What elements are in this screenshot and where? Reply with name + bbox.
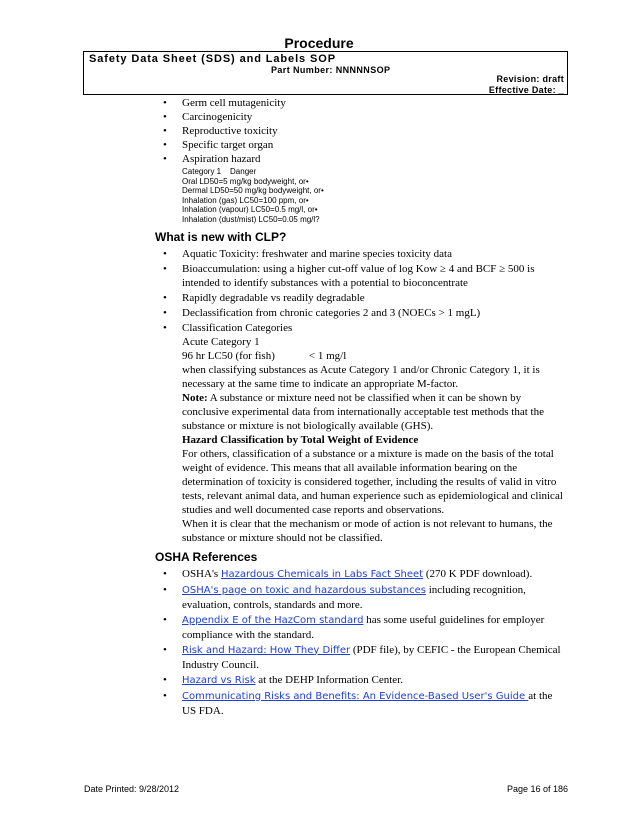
list-item: • Appendix E of the HazCom standard has some useful guidelines for employer compliance with the standard. xyxy=(163,613,545,641)
bullet-icon: • xyxy=(163,673,167,686)
bullet-icon: • xyxy=(163,689,167,702)
bullet-icon: • xyxy=(163,321,167,334)
list-item: • Rapidly degradable vs readily degradable xyxy=(163,291,365,304)
list-item: • Bioaccumulation: using a higher cut-off value of log Kow ≥ 4 and BCF ≥ 500 is intended to identify substances with a potential to bioconcentrate xyxy=(163,262,535,289)
weight-of-evidence-heading: Hazard Classification by Total Weight of Evidence xyxy=(182,433,419,446)
ld50-line: Dermal LD50=50 mg/kg bodyweight, or• xyxy=(182,186,324,196)
bullet-icon: • xyxy=(163,643,167,656)
human-relevance-text: When it is clear that the mechanism or mode of action is not relevant to humans, the substance or mixture should not be classified. xyxy=(182,517,553,544)
bullet-icon: • xyxy=(163,97,167,109)
list-item: • OSHA's page on toxic and hazardous substances including recognition, evaluation, controls, standards and more. xyxy=(163,583,526,611)
list-item: • Reproductive toxicity xyxy=(163,125,278,137)
note-paragraph: Note: A substance or mixture need not be classified when it can be shown by conclusive experimental data from internationally acceptable test methods that the substance or mixture is not biologically available (GHS). xyxy=(182,391,544,432)
list-item: • OSHA's Hazardous Chemicals in Labs Fact Sheet (270 K PDF download). xyxy=(163,567,533,580)
list-item: • Declassification from chronic categories 2 and 3 (NOECs > 1 mgL) xyxy=(163,306,481,319)
document-header-box xyxy=(83,51,568,95)
aspiration-hazard-details xyxy=(155,167,565,225)
osha-references-list xyxy=(155,567,565,718)
bullet-icon: • xyxy=(163,139,167,151)
ld50-line: Inhalation (vapour) LC50=0.5 mg/l, or• xyxy=(182,205,318,215)
communicating-risks-guide-link[interactable]: Communicating Risks and Benefits: An Evidence-Based User's Guide xyxy=(182,690,529,702)
list-item: • Hazard vs Risk at the DEHP Information Center. xyxy=(163,673,403,686)
effective-date-label: Effective Date: _ xyxy=(488,85,564,95)
ld50-line: Inhalation (dust/mist) LC50=0.05 mg/l? xyxy=(182,214,320,224)
sop-title: Safety Data Sheet (SDS) and Labels SOP xyxy=(89,53,336,65)
list-item: • Risk and Hazard: How They Differ (PDF file), by CEFIC - the European Chemical Industry Council. xyxy=(163,643,561,671)
list-item: • Germ cell mutagenicity xyxy=(163,97,286,109)
date-printed: Date Printed: 9/28/2012 xyxy=(84,784,180,794)
lc50-line: 96 hr LC50 (for fish) < 1 mg/l xyxy=(182,349,347,362)
bullet-icon: • xyxy=(163,291,167,304)
aspiration-category-line: Category 1 Danger xyxy=(182,167,257,176)
ld50-line: Inhalation (gas) LC50=100 ppm, or• xyxy=(182,195,309,205)
hazard-vs-risk-link[interactable]: Hazard vs Risk xyxy=(182,674,256,686)
m-factor-text: when classifying substances as Acute Category 1 and/or Chronic Category 1, it is necessary at the same time to indicate an appropriate M-factor. xyxy=(182,363,540,390)
clp-heading: What is new with CLP? xyxy=(155,229,287,244)
acute-category: Acute Category 1 xyxy=(182,335,260,348)
bullet-icon: • xyxy=(163,613,167,626)
bullet-icon: • xyxy=(163,247,167,260)
list-item-classification: • Classification Categories Acute Category 1 96 hr LC50 (for fish) < 1 mg/l when classifying substances as Acute Category 1 and/or Chronic Category 1, it is necessary at the same time to indicate an appropriate M-factor. Note: A substance or mixture need not be classified when it can be shown by conclusive experimental data from internationally acceptable test methods that the substance or mixture is not biologically available (GHS). Hazard Classification by Total Weight of Evidence For others, classification of a substance or a mixture is made on the basis of the total weight of evidence. This means that all available information bearing on the determination of toxicity is considered together, including the results of valid in vitro tests, relevant animal data, and human experience such as epidemiological and clinical studies and well documented case reports and observations. When it is clear that the mechanism or mode of action is not relevant to humans, the substance or mixture should not be classified. xyxy=(155,321,565,545)
appendix-e-hazcom-link[interactable]: Appendix E of the HazCom standard xyxy=(182,614,364,626)
list-item: • Communicating Risks and Benefits: An Evidence-Based User's Guide at the US FDA. xyxy=(163,689,553,717)
bullet-icon: • xyxy=(163,125,167,137)
osha-heading: OSHA References xyxy=(155,549,258,564)
weight-of-evidence-text: For others, classification of a substance or a mixture is made on the basis of the total weight of evidence. This means that all available information bearing on the determination of toxicity is considered together, including the results of valid in vitro tests, relevant animal data, and human experience such as epidemiological and clinical studies and well documented case reports and observations. xyxy=(182,447,563,516)
list-item: • Aquatic Toxicity: freshwater and marine species toxicity data xyxy=(163,247,452,260)
procedure-title: Procedure xyxy=(284,35,354,51)
list-item: • Specific target organ xyxy=(163,139,274,151)
clp-list xyxy=(155,247,565,545)
bullet-icon: • xyxy=(163,583,167,596)
bullet-icon: • xyxy=(163,153,167,165)
bullet-icon: • xyxy=(163,567,167,580)
bullet-icon: • xyxy=(163,262,167,275)
part-number: Part Number: NNNNNSOP xyxy=(271,65,391,75)
toxicity-list xyxy=(155,96,565,166)
bullet-icon: • xyxy=(163,111,167,123)
bullet-icon: • xyxy=(163,306,167,319)
list-item: • Carcinogenicity xyxy=(163,111,253,123)
risk-and-hazard-link[interactable]: Risk and Hazard: How They Differ xyxy=(182,644,351,656)
ld50-line: Oral LD50=5 mg/kg bodyweight, or• xyxy=(182,176,309,186)
osha-toxic-substances-link[interactable]: OSHA's page on toxic and hazardous substances xyxy=(182,584,426,596)
page-number: Page 16 of 186 xyxy=(506,784,568,794)
main-content xyxy=(155,96,565,719)
list-item: • Aspiration hazard xyxy=(163,153,261,165)
revision-label: Revision: draft xyxy=(496,74,564,84)
hazardous-chemicals-fact-sheet-link[interactable]: Hazardous Chemicals in Labs Fact Sheet xyxy=(220,568,424,580)
